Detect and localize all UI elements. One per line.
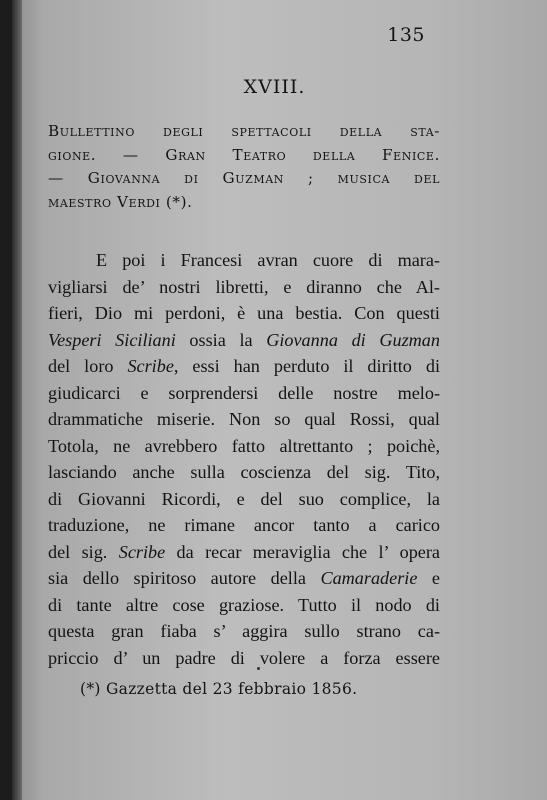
text-line — [48, 406, 440, 433]
text-line — [48, 618, 440, 645]
text-line — [48, 327, 440, 354]
text-line — [48, 459, 440, 486]
text-line — [48, 645, 440, 672]
heading-line: — Giovanna di Guzman ; musica del — [48, 169, 440, 187]
italic-title: Vesperi Siciliani — [48, 329, 176, 350]
text-run: lasciando anche sulla coscienza del sig. Tito, — [48, 462, 440, 482]
text-line — [48, 380, 440, 407]
text-line — [48, 512, 440, 539]
text-run: ossia la — [175, 329, 267, 350]
text-line — [48, 539, 440, 566]
italic-title: Scribe — [118, 541, 166, 562]
text-line — [48, 274, 440, 301]
text-line — [48, 592, 440, 619]
text-run: da recar meraviglia che l’ opera — [165, 541, 440, 562]
text-run: Totola, ne avrebbero fatto altrettanto ; poichè, — [48, 435, 440, 456]
section-heading — [48, 120, 440, 214]
page-gutter — [12, 0, 22, 800]
text-run: sia dello spiritoso autore della — [48, 568, 321, 588]
heading-line: Bullettino degli spettacoli della sta- — [48, 122, 440, 140]
italic-title: Camaraderie — [320, 568, 418, 588]
text-line — [48, 433, 440, 460]
text-run: vigliarsi de’ nostri libretti, e diranno che Al- — [48, 276, 440, 297]
text-run: fieri, Dio mi perdoni, è una bestia. Con questi — [48, 303, 440, 323]
text-line — [48, 353, 440, 380]
text-run: giudicarci e sorprendersi delle nostre melo- — [48, 382, 440, 403]
page-number: 135 — [387, 24, 425, 46]
text-line — [48, 486, 440, 513]
italic-title: Giovanna di Guzman — [266, 329, 440, 350]
text-run: , essi han perduto il diritto di — [173, 356, 440, 376]
text-line — [48, 247, 440, 274]
text-run: traduzione, ne rimane ancor tanto a carico — [48, 515, 440, 535]
footnote: (*) Gazzetta del 23 febbraio 1856. — [80, 680, 358, 698]
ink-mark — [257, 667, 260, 670]
text-run: di tante altre cose graziose. Tutto il nodo di — [48, 594, 440, 615]
text-run: del sig. — [48, 541, 119, 562]
italic-title: Scribe — [127, 356, 174, 376]
text-run: priccio d’ un padre di volere a forza essere — [48, 647, 440, 668]
text-run: drammatiche miserie. Non so qual Rossi, qual — [48, 409, 440, 429]
body-paragraph — [48, 247, 440, 671]
text-line — [48, 565, 440, 592]
text-run: del loro — [48, 356, 128, 376]
text-line — [48, 300, 440, 327]
text-run: e — [417, 568, 440, 588]
text-run: questa gran fiaba s’ aggira sullo strano ca- — [48, 621, 440, 641]
chapter-title — [12, 76, 547, 98]
text-run: di Giovanni Ricordi, e del suo complice, la — [48, 488, 440, 509]
book-page — [12, 0, 547, 800]
heading-line: maestro Verdi (*). — [48, 192, 193, 211]
chapter-number: XVIII. — [243, 76, 306, 98]
heading-line: gione. — Gran Teatro della Fenice. — [48, 145, 440, 164]
text-run: E poi i Francesi avran cuore di mara- — [96, 250, 440, 270]
